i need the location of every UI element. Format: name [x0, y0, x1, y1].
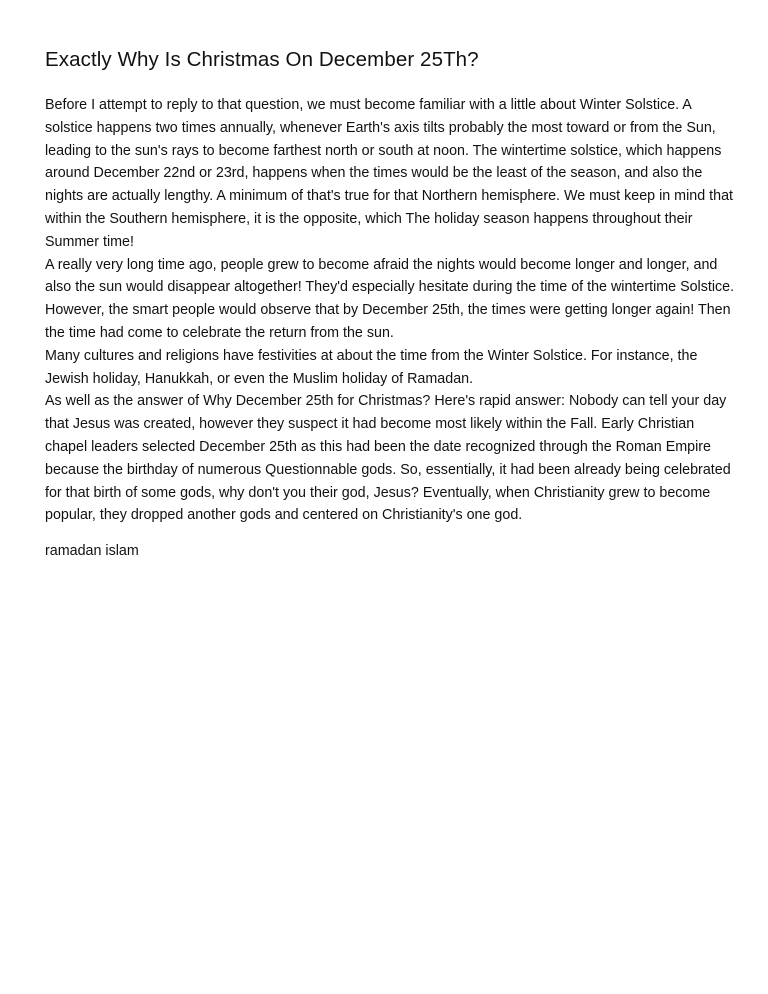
page-title: Exactly Why Is Christmas On December 25Th?	[45, 48, 479, 71]
keyword-tags: ramadan islam	[45, 543, 139, 560]
paragraph-answer: As well as the answer of Why December 25th for Christmas? Here's rapid answer: Nobody can tell your day that Jesus was created, however they suspect it had become most likely within the Fall. Early Christian chapel leaders selected December 25th as this had been the date recognized through the Roman Empire because the birthday of numerous Questionnable gods. So, essentially, it had been already being celebrated for that birth of some gods, why don't you their god, Jesus? Eventually, when Christianity grew to become popular, they dropped another gods and centered on Christianity's one god.	[45, 393, 731, 524]
paragraph-cultures: Many cultures and religions have festivities at about the time from the Winter Solstice. For instance, the Jewish holiday, Hanukkah, or even the Muslim holiday of Ramadan.	[45, 347, 698, 387]
paragraph-winter-solstice: Before I attempt to reply to that question, we must become familiar with a little about Winter Solstice. A solstice happens two times annually, whenever Earth's axis tilts probably the most toward or from the Sun, leading to the sun's rays to become farthest north or south at noon. The wintertime solstice, which happens around December 22nd or 23rd, happens when the times would be the least of the season, and also the nights are actually lengthy. A minimum of that's true for that Northern hemisphere. We must keep in mind that within the Southern hemisphere, it is the opposite, which The holiday season happens throughout their Summer time!	[45, 97, 733, 250]
paragraph-ancient-people: A really very long time ago, people grew to become afraid the nights would become longer and longer, and also the sun would disappear altogether! They'd especially hesitate during the time of the wintertime Solstice. However, the smart people would observe that by December 25th, the times were getting longer again! Then the time had come to celebrate the return from the sun.	[45, 256, 735, 341]
document-page	[45, 0, 735, 562]
article-body	[45, 94, 735, 527]
